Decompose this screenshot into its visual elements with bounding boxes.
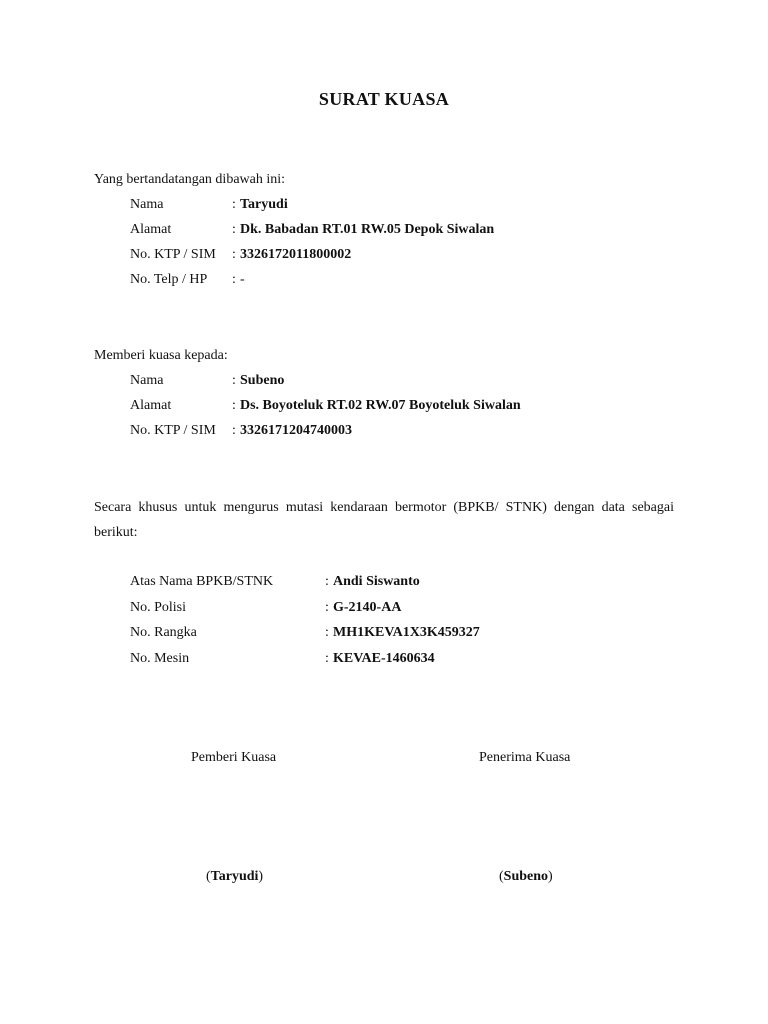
colon: : <box>232 272 236 287</box>
grantee-intro: Memberi kuasa kepada: <box>94 348 228 363</box>
vehicle-owner-label: Atas Nama BPKB/STNK <box>130 574 274 589</box>
colon: : <box>325 651 329 666</box>
grantee-address-value: Ds. Boyoteluk RT.02 RW.07 Boyoteluk Siwalan <box>240 398 521 413</box>
colon: : <box>325 625 329 640</box>
vehicle-frame-value: MH1KEVA1X3K459327 <box>333 625 480 640</box>
grantor-phone-value: - <box>240 272 245 287</box>
grantor-address-value: Dk. Babadan RT.01 RW.05 Depok Siwalan <box>240 222 495 237</box>
vehicle-plate-value: G-2140-AA <box>333 600 402 615</box>
vehicle-engine-value: KEVAE-1460634 <box>333 651 435 666</box>
grantor-name-value: Taryudi <box>240 197 288 212</box>
colon: : <box>232 398 236 413</box>
grantee-address-label: Alamat <box>130 398 172 413</box>
purpose-paragraph: Secara khusus untuk mengurus mutasi kendaraan bermotor (BPKB/ STNK) dengan data sebagai berikut: <box>94 500 674 540</box>
grantee-name-label: Nama <box>130 373 164 388</box>
grantor-intro: Yang bertandatangan dibawah ini: <box>94 172 286 187</box>
close-paren: ) <box>258 869 264 884</box>
grantee-ktp-label: No. KTP / SIM <box>130 423 216 438</box>
vehicle-owner-value: Andi Siswanto <box>333 574 420 589</box>
vehicle-engine-label: No. Mesin <box>130 651 190 666</box>
grantee-signature-title: Penerima Kuasa <box>479 750 571 765</box>
grantee-signature-name <box>499 867 553 887</box>
vehicle-plate-label: No. Polisi <box>130 600 187 615</box>
colon: : <box>232 423 236 438</box>
grantee-signature-name-text: Subeno <box>503 869 549 884</box>
open-paren: ( <box>206 869 211 884</box>
grantor-signature-name <box>206 867 263 887</box>
colon: : <box>232 197 236 212</box>
document-title: SURAT KUASA <box>318 89 450 109</box>
colon: : <box>325 574 329 589</box>
grantee-name-value: Subeno <box>240 373 285 388</box>
close-paren: ) <box>548 869 553 884</box>
colon: : <box>232 247 236 262</box>
vehicle-frame-label: No. Rangka <box>130 625 197 640</box>
grantor-ktp-label: No. KTP / SIM <box>130 247 216 262</box>
open-paren: ( <box>499 869 504 884</box>
colon: : <box>325 600 329 615</box>
grantor-signature-title: Pemberi Kuasa <box>191 750 277 765</box>
colon: : <box>232 373 236 388</box>
grantor-address-label: Alamat <box>130 222 172 237</box>
grantor-phone-label: No. Telp / HP <box>130 272 208 287</box>
grantor-signature-name-text: Taryudi <box>210 869 259 884</box>
grantor-ktp-value: 3326172011800002 <box>240 247 352 262</box>
colon: : <box>232 222 236 237</box>
grantor-name-label: Nama <box>130 197 164 212</box>
grantee-ktp-value: 3326171204740003 <box>240 423 352 438</box>
